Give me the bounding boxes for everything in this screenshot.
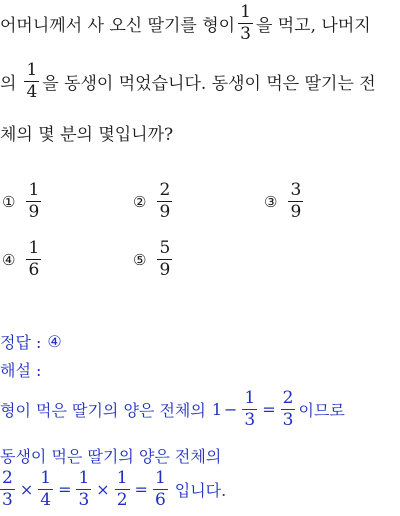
fraction-one-third: $\frac{1}{3}$ bbox=[78, 468, 90, 510]
explanation-line-2: 동생이 먹은 딸기의 양은 전체의 bbox=[0, 447, 222, 466]
choice-number: ② bbox=[133, 192, 147, 211]
explanation-text: 이므로 bbox=[298, 401, 345, 420]
fraction-two-thirds: $\frac{2}{3}$ bbox=[282, 388, 294, 430]
question-line-1 bbox=[0, 4, 371, 43]
fraction-two-thirds: $\frac{2}{3}$ bbox=[2, 468, 13, 510]
choice-fraction: $\frac{3}{9}$ bbox=[290, 180, 302, 222]
question-text: 어머니께서 사 오신 딸기를 형이 bbox=[0, 16, 236, 36]
fraction-one-third: $\frac{1}{3}$ bbox=[244, 388, 256, 430]
minus-sign: − bbox=[224, 400, 238, 419]
question-line-2 bbox=[0, 62, 376, 101]
fraction-one-third: $\frac{1}{3}$ bbox=[240, 2, 251, 44]
fraction-one-half: $\frac{1}{2}$ bbox=[116, 468, 128, 510]
times-sign: × bbox=[19, 480, 34, 499]
choice-fraction: $\frac{5}{9}$ bbox=[159, 238, 171, 280]
choice-number: ① bbox=[2, 192, 16, 211]
fraction-one-quarter: $\frac{1}{4}$ bbox=[26, 60, 38, 102]
explanation-line-3 bbox=[0, 470, 226, 509]
answer-value: ④ bbox=[47, 332, 62, 351]
fraction-one-sixth: $\frac{1}{6}$ bbox=[154, 468, 166, 510]
choice-number: ⑤ bbox=[133, 250, 147, 269]
choice-fraction: $\frac{2}{9}$ bbox=[159, 180, 171, 222]
choice-number: ④ bbox=[2, 250, 16, 269]
times-sign: × bbox=[96, 480, 110, 499]
question-text: 의 bbox=[0, 74, 17, 94]
choice-1[interactable] bbox=[2, 182, 44, 221]
explanation-text: 형이 먹은 딸기의 양은 전체의 bbox=[0, 401, 206, 420]
number-one: 1 bbox=[211, 400, 223, 419]
answer-line bbox=[0, 330, 62, 353]
choice-5[interactable] bbox=[133, 240, 175, 279]
choice-2[interactable] bbox=[133, 182, 175, 221]
choice-fraction: $\frac{1}{6}$ bbox=[28, 238, 40, 280]
equals-sign: = bbox=[134, 480, 148, 499]
question-line-3 bbox=[0, 120, 173, 145]
question-text: 체의 몇 분의 몇입니까? bbox=[0, 125, 174, 145]
answer-label: 정답 : bbox=[0, 333, 42, 352]
fraction-one-quarter: $\frac{1}{4}$ bbox=[40, 468, 52, 510]
equals-sign: = bbox=[58, 480, 72, 499]
choice-3[interactable] bbox=[264, 182, 306, 221]
explanation-text: 입니다. bbox=[174, 481, 227, 500]
question-text: 을 먹고, 나머지 bbox=[255, 16, 371, 36]
explanation-line-1 bbox=[0, 390, 345, 429]
question-text: 을 동생이 먹었습니다. 동생이 먹은 딸기는 전 bbox=[42, 74, 376, 94]
explanation-label: 해설 : bbox=[0, 361, 42, 380]
choice-number: ③ bbox=[264, 192, 278, 211]
choice-fraction: $\frac{1}{9}$ bbox=[28, 180, 40, 222]
equals-sign: = bbox=[262, 400, 276, 419]
choice-4[interactable] bbox=[2, 240, 44, 279]
